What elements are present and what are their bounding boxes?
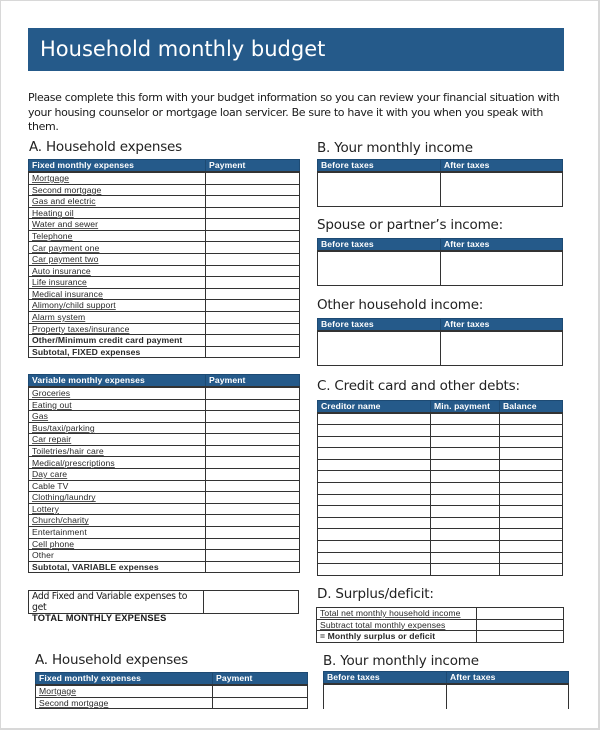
table-row bbox=[29, 434, 300, 446]
balance-input[interactable] bbox=[500, 413, 563, 425]
table-row bbox=[29, 196, 300, 208]
row-label: Car payment one bbox=[29, 242, 206, 254]
creditor-row bbox=[318, 506, 563, 518]
payment-input[interactable] bbox=[477, 608, 564, 620]
surplus-deficit-table bbox=[316, 607, 564, 643]
table-row bbox=[29, 422, 300, 434]
table-row bbox=[29, 346, 300, 358]
balance-input[interactable] bbox=[500, 436, 563, 448]
payment-input[interactable] bbox=[206, 550, 300, 562]
spouse-income-title: Spouse or partner’s income: bbox=[317, 217, 503, 233]
table-row bbox=[29, 550, 300, 562]
payment-input[interactable] bbox=[206, 312, 300, 324]
row-label: = Monthly surplus or deficit bbox=[317, 631, 477, 643]
table-row bbox=[29, 265, 300, 277]
page-title: Household monthly budget bbox=[28, 28, 564, 71]
min-payment-input[interactable] bbox=[431, 471, 500, 483]
creditor-row bbox=[318, 494, 563, 506]
table-header-row bbox=[318, 401, 563, 414]
payment-input[interactable] bbox=[206, 288, 300, 300]
page2-before-taxes-input[interactable] bbox=[324, 684, 447, 709]
payment-input[interactable] bbox=[206, 492, 300, 504]
payment-header: Payment bbox=[206, 375, 300, 388]
table-row bbox=[29, 538, 300, 550]
payment-input[interactable] bbox=[206, 422, 300, 434]
row-label: Eating out bbox=[29, 399, 206, 411]
creditor-name-input[interactable] bbox=[318, 425, 431, 437]
after-taxes-header: After taxes bbox=[441, 239, 563, 252]
spouse-before-taxes-input[interactable] bbox=[318, 251, 441, 285]
payment-header: Payment bbox=[213, 673, 308, 686]
balance-input[interactable] bbox=[500, 425, 563, 437]
creditor-name-input[interactable] bbox=[318, 517, 431, 529]
payment-input[interactable] bbox=[206, 515, 300, 527]
creditor-name-input[interactable] bbox=[318, 436, 431, 448]
table-row bbox=[29, 288, 300, 300]
table-row bbox=[29, 399, 300, 411]
spouse-income-table bbox=[317, 238, 563, 286]
other-income-title: Other household income: bbox=[317, 297, 484, 313]
table-row bbox=[29, 230, 300, 242]
payment-input[interactable] bbox=[206, 387, 300, 399]
min-payment-input[interactable] bbox=[431, 483, 500, 495]
fixed-expenses-table bbox=[28, 159, 300, 358]
table-header-row bbox=[318, 239, 563, 252]
before-taxes-header: Before taxes bbox=[324, 672, 447, 685]
table-row bbox=[324, 684, 569, 709]
payment-input[interactable] bbox=[477, 619, 564, 631]
creditor-row bbox=[318, 436, 563, 448]
table-row bbox=[29, 457, 300, 469]
balance-input[interactable] bbox=[500, 483, 563, 495]
table-row bbox=[29, 184, 300, 196]
payment-input[interactable] bbox=[206, 184, 300, 196]
fixed-expenses-header: Fixed monthly expenses bbox=[29, 160, 206, 173]
creditor-row bbox=[318, 425, 563, 437]
table-row bbox=[29, 312, 300, 324]
payment-input[interactable] bbox=[206, 411, 300, 423]
creditor-name-input[interactable] bbox=[318, 413, 431, 425]
row-label: Day care bbox=[29, 469, 206, 481]
total-line-2: TOTAL MONTHLY EXPENSES bbox=[32, 613, 167, 623]
payment-input[interactable] bbox=[206, 457, 300, 469]
creditor-name-header: Creditor name bbox=[318, 401, 431, 414]
page2-section-b-title: B. Your monthly income bbox=[323, 653, 479, 669]
table-row bbox=[29, 254, 300, 266]
spouse-after-taxes-input[interactable] bbox=[441, 251, 563, 285]
row-label: Second mortgage bbox=[29, 184, 206, 196]
after-taxes-header: After taxes bbox=[447, 672, 569, 685]
min-payment-header: Min. payment bbox=[431, 401, 500, 414]
row-label: Mortgage bbox=[36, 685, 213, 697]
table-row bbox=[318, 251, 563, 285]
payment-input[interactable] bbox=[206, 445, 300, 457]
creditor-name-input[interactable] bbox=[318, 541, 431, 553]
total-line-1: Add Fixed and Variable expenses to get bbox=[32, 591, 188, 613]
table-row bbox=[36, 697, 308, 709]
section-c-title: C. Credit card and other debts: bbox=[317, 378, 520, 394]
row-label: Entertainment bbox=[29, 527, 206, 539]
payment-input[interactable] bbox=[206, 323, 300, 335]
balance-input[interactable] bbox=[500, 494, 563, 506]
payment-input[interactable] bbox=[206, 561, 300, 573]
balance-input[interactable] bbox=[500, 552, 563, 564]
min-payment-input[interactable] bbox=[431, 448, 500, 460]
payment-input[interactable] bbox=[206, 527, 300, 539]
min-payment-input[interactable] bbox=[431, 459, 500, 471]
creditor-row bbox=[318, 413, 563, 425]
payment-input[interactable] bbox=[206, 335, 300, 347]
row-label: Subtract total monthly expenses bbox=[317, 619, 477, 631]
min-payment-input[interactable] bbox=[431, 413, 500, 425]
table-row bbox=[29, 515, 300, 527]
row-label: Toiletries/hair care bbox=[29, 445, 206, 457]
table-header-row bbox=[36, 673, 308, 686]
page2-section-a-title: A. Household expenses bbox=[35, 652, 188, 668]
row-label: Cable TV bbox=[29, 480, 206, 492]
creditor-row bbox=[318, 483, 563, 495]
payment-input[interactable] bbox=[206, 469, 300, 481]
creditor-table bbox=[317, 400, 563, 576]
row-label: Telephone bbox=[29, 230, 206, 242]
row-label: Other bbox=[29, 550, 206, 562]
balance-input[interactable] bbox=[500, 517, 563, 529]
row-label: Gas bbox=[29, 411, 206, 423]
row-label: Property taxes/insurance bbox=[29, 323, 206, 335]
after-taxes-header: After taxes bbox=[441, 160, 563, 173]
page2-income-clip bbox=[322, 671, 570, 709]
min-payment-input[interactable] bbox=[431, 552, 500, 564]
min-payment-input[interactable] bbox=[431, 436, 500, 448]
total-monthly-expenses-box bbox=[28, 590, 299, 623]
min-payment-input[interactable] bbox=[431, 506, 500, 518]
payment-input[interactable] bbox=[206, 242, 300, 254]
payment-input[interactable] bbox=[206, 480, 300, 492]
intro-text: Please complete this form with your budget information so you can review your financial situation with your housing counselor or mortgage loan servicer. Be sure to have it with you when you speak with them. bbox=[28, 91, 560, 133]
creditor-row bbox=[318, 541, 563, 553]
table-header-row bbox=[29, 160, 300, 173]
row-label: Alimony/child support bbox=[29, 300, 206, 312]
after-taxes-header: After taxes bbox=[441, 319, 563, 332]
table-row bbox=[29, 387, 300, 399]
variable-expenses-header: Variable monthly expenses bbox=[29, 375, 206, 388]
table-row bbox=[29, 277, 300, 289]
table-header-row bbox=[318, 319, 563, 332]
other-before-taxes-input[interactable] bbox=[318, 331, 441, 365]
table-row bbox=[317, 608, 564, 620]
balance-input[interactable] bbox=[500, 564, 563, 576]
creditor-name-input[interactable] bbox=[318, 494, 431, 506]
row-label: Life insurance bbox=[29, 277, 206, 289]
balance-input[interactable] bbox=[500, 529, 563, 541]
payment-input[interactable] bbox=[206, 399, 300, 411]
table-row bbox=[29, 469, 300, 481]
payment-header: Payment bbox=[206, 160, 300, 173]
before-taxes-header: Before taxes bbox=[318, 319, 441, 332]
table-row bbox=[36, 685, 308, 697]
table-row bbox=[29, 527, 300, 539]
table-row bbox=[29, 300, 300, 312]
row-label: Cell phone bbox=[29, 538, 206, 550]
table-row bbox=[29, 172, 300, 184]
row-label: Total net monthly household income bbox=[317, 608, 477, 620]
row-label: Mortgage bbox=[29, 172, 206, 184]
row-label: Alarm system bbox=[29, 312, 206, 324]
row-label: Medical/prescriptions bbox=[29, 457, 206, 469]
table-row bbox=[29, 561, 300, 573]
min-payment-input[interactable] bbox=[431, 517, 500, 529]
row-label: Gas and electric bbox=[29, 196, 206, 208]
row-label: Heating oil bbox=[29, 207, 206, 219]
table-row bbox=[29, 207, 300, 219]
payment-input[interactable] bbox=[206, 503, 300, 515]
creditor-row bbox=[318, 459, 563, 471]
row-label: Clothing/laundry bbox=[29, 492, 206, 504]
creditor-name-input[interactable] bbox=[318, 483, 431, 495]
page2-after-taxes-input[interactable] bbox=[447, 684, 569, 709]
min-payment-input[interactable] bbox=[431, 541, 500, 553]
creditor-name-input[interactable] bbox=[318, 529, 431, 541]
income-before-taxes-input[interactable] bbox=[318, 172, 441, 206]
table-row bbox=[29, 492, 300, 504]
creditor-name-input[interactable] bbox=[318, 448, 431, 460]
balance-input[interactable] bbox=[500, 541, 563, 553]
row-label: Lottery bbox=[29, 503, 206, 515]
creditor-row bbox=[318, 564, 563, 576]
row-label: Auto insurance bbox=[29, 265, 206, 277]
table-row bbox=[29, 445, 300, 457]
table-row bbox=[29, 503, 300, 515]
balance-input[interactable] bbox=[500, 459, 563, 471]
table-header-row bbox=[29, 375, 300, 388]
payment-input[interactable] bbox=[206, 219, 300, 231]
row-label: Medical insurance bbox=[29, 288, 206, 300]
balance-input[interactable] bbox=[500, 471, 563, 483]
variable-expenses-table bbox=[28, 374, 300, 573]
table-row bbox=[318, 172, 563, 206]
balance-input[interactable] bbox=[500, 448, 563, 460]
other-income-table bbox=[317, 318, 563, 366]
creditor-row bbox=[318, 448, 563, 460]
row-label: Car repair bbox=[29, 434, 206, 446]
table-row bbox=[317, 619, 564, 631]
table-row bbox=[317, 631, 564, 643]
min-payment-input[interactable] bbox=[431, 494, 500, 506]
payment-input[interactable] bbox=[206, 265, 300, 277]
row-label: Other/Minimum credit card payment bbox=[29, 335, 206, 347]
row-label: Subtotal, FIXED expenses bbox=[29, 346, 206, 358]
payment-input[interactable] bbox=[206, 230, 300, 242]
payment-input[interactable] bbox=[206, 434, 300, 446]
creditor-row bbox=[318, 529, 563, 541]
payment-input[interactable] bbox=[206, 196, 300, 208]
other-after-taxes-input[interactable] bbox=[441, 331, 563, 365]
table-row bbox=[29, 323, 300, 335]
total-monthly-expenses-label bbox=[29, 591, 204, 623]
creditor-row bbox=[318, 552, 563, 564]
payment-input[interactable] bbox=[206, 300, 300, 312]
payment-input[interactable] bbox=[206, 277, 300, 289]
fixed-expenses-header: Fixed monthly expenses bbox=[36, 673, 213, 686]
page2-income-table bbox=[323, 671, 569, 709]
table-row bbox=[29, 411, 300, 423]
table-row bbox=[29, 335, 300, 347]
before-taxes-header: Before taxes bbox=[318, 160, 441, 173]
payment-input[interactable] bbox=[206, 254, 300, 266]
payment-input[interactable] bbox=[206, 207, 300, 219]
row-label: Car payment two bbox=[29, 254, 206, 266]
table-row bbox=[29, 480, 300, 492]
before-taxes-header: Before taxes bbox=[318, 239, 441, 252]
creditor-name-input[interactable] bbox=[318, 471, 431, 483]
creditor-name-input[interactable] bbox=[318, 459, 431, 471]
creditor-row bbox=[318, 471, 563, 483]
min-payment-input[interactable] bbox=[431, 529, 500, 541]
payment-input[interactable] bbox=[213, 697, 308, 709]
payment-input[interactable] bbox=[206, 538, 300, 550]
total-monthly-expenses-input[interactable] bbox=[204, 591, 298, 613]
section-a-title: A. Household expenses bbox=[29, 139, 182, 155]
balance-input[interactable] bbox=[500, 506, 563, 518]
balance-header: Balance bbox=[500, 401, 563, 414]
section-d-title: D. Surplus/deficit: bbox=[317, 586, 434, 602]
row-label: Water and sewer bbox=[29, 219, 206, 231]
creditor-row bbox=[318, 517, 563, 529]
table-header-row bbox=[324, 672, 569, 685]
section-b-title: B. Your monthly income bbox=[317, 140, 473, 156]
payment-input[interactable] bbox=[206, 346, 300, 358]
payment-input[interactable] bbox=[206, 172, 300, 184]
row-label: Groceries bbox=[29, 387, 206, 399]
payment-input[interactable] bbox=[213, 685, 308, 697]
creditor-name-input[interactable] bbox=[318, 564, 431, 576]
page2-fixed-clip bbox=[34, 670, 309, 710]
row-label: Bus/taxi/parking bbox=[29, 422, 206, 434]
monthly-income-table bbox=[317, 159, 563, 207]
row-label: Subtotal, VARIABLE expenses bbox=[29, 561, 206, 573]
table-row bbox=[29, 242, 300, 254]
min-payment-input[interactable] bbox=[431, 425, 500, 437]
table-row bbox=[318, 331, 563, 365]
row-label: Church/charity bbox=[29, 515, 206, 527]
min-payment-input[interactable] bbox=[431, 564, 500, 576]
creditor-name-input[interactable] bbox=[318, 506, 431, 518]
table-row bbox=[29, 219, 300, 231]
income-after-taxes-input[interactable] bbox=[441, 172, 563, 206]
row-label: Second mortgage bbox=[36, 697, 213, 709]
payment-input[interactable] bbox=[477, 631, 564, 643]
table-header-row bbox=[318, 160, 563, 173]
creditor-name-input[interactable] bbox=[318, 552, 431, 564]
page2-fixed-expenses-table bbox=[35, 672, 308, 709]
